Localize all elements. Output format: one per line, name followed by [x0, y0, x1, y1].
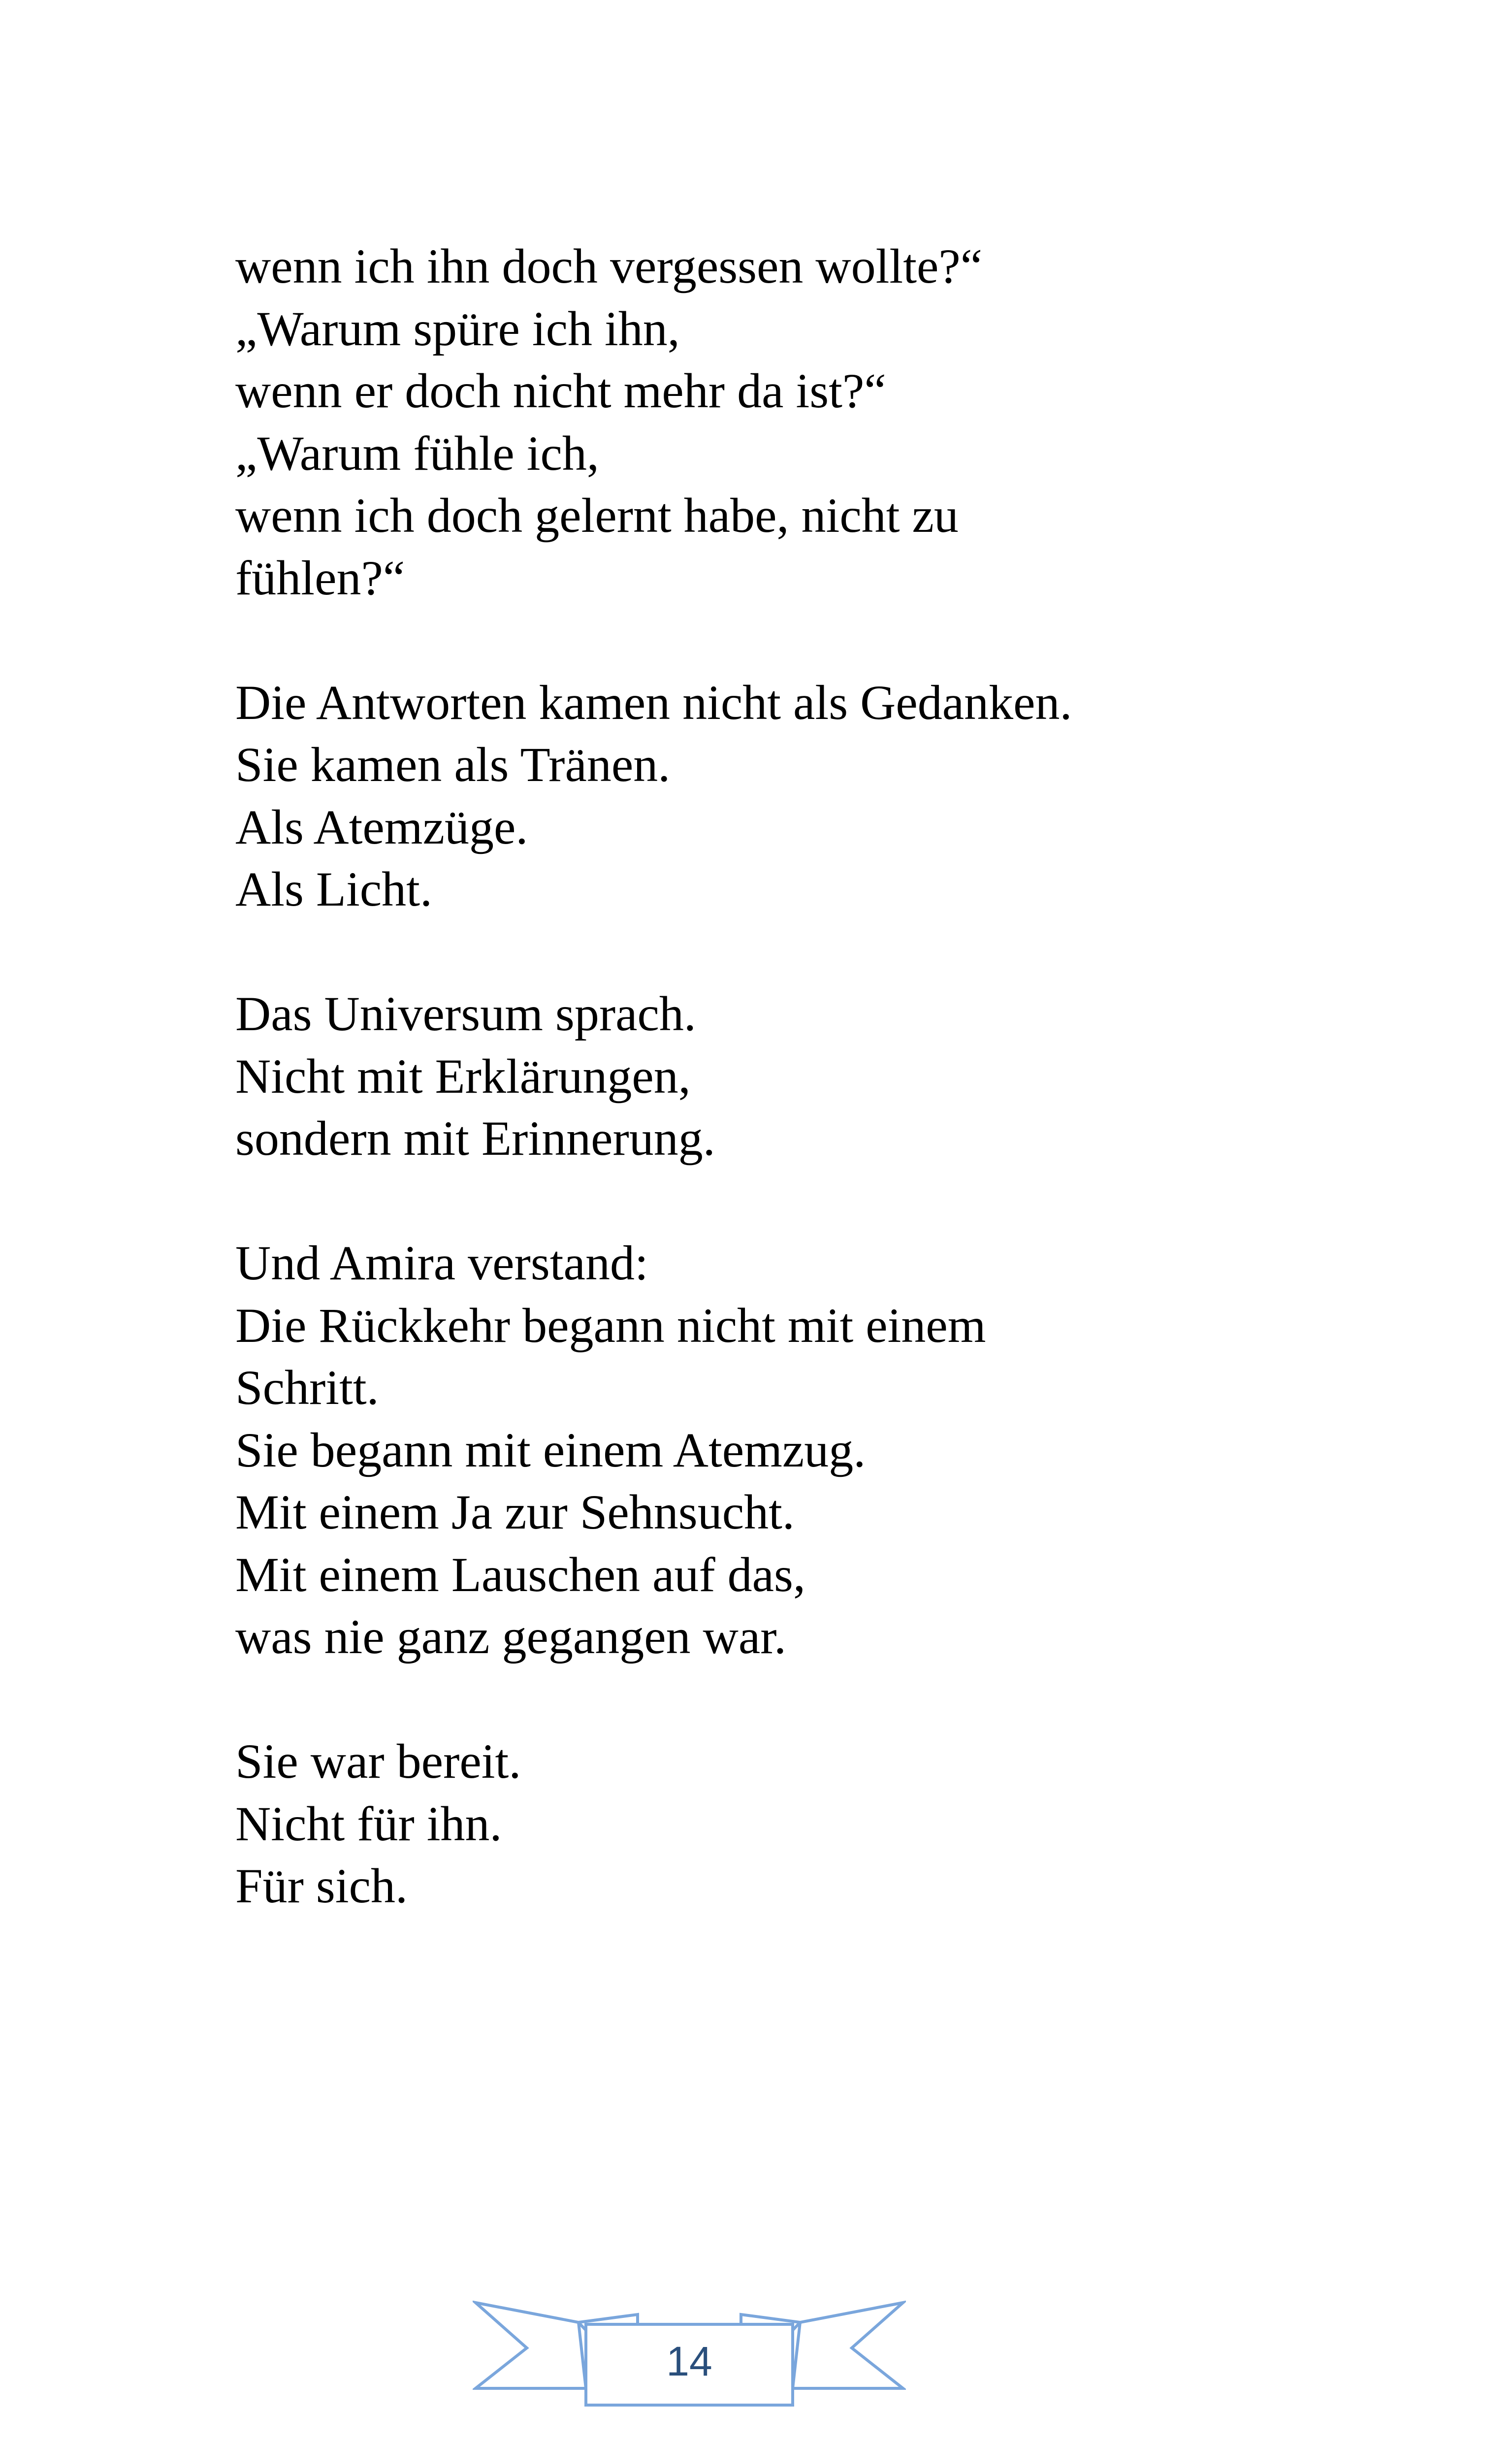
ribbon-left-tail — [476, 2303, 586, 2388]
text-line: Sie war bereit. — [235, 1734, 521, 1789]
text-line: „Warum spüre ich ihn, — [235, 301, 680, 356]
text-line: fühlen?“ — [235, 550, 405, 605]
stanza-5 — [235, 1730, 1368, 1918]
stanza-1 — [235, 235, 1368, 609]
text-line: wenn ich doch gelernt habe, nicht zu — [235, 488, 959, 543]
text-line: Mit einem Ja zur Sehnsucht. — [235, 1485, 795, 1539]
stanza-3 — [235, 983, 1368, 1170]
text-line: Schritt. — [235, 1360, 379, 1415]
text-line: Nicht mit Erklärungen, — [235, 1048, 691, 1104]
text-line: „Warum fühle ich, — [235, 425, 599, 481]
text-line: Als Licht. — [235, 862, 432, 916]
text-line: Die Rückkehr begann nicht mit einem — [235, 1298, 986, 1353]
text-line: Sie begann mit einem Atemzug. — [235, 1422, 866, 1477]
text-line: wenn ich ihn doch vergessen wollte?“ — [235, 239, 983, 293]
text-line: sondern mit Erinnerung. — [235, 1111, 715, 1166]
poem-text — [235, 235, 1368, 1980]
stanza-4 — [235, 1232, 1368, 1668]
stanza-2 — [235, 672, 1368, 921]
text-line: Das Universum sprach. — [235, 986, 696, 1041]
text-line: Als Atemzüge. — [235, 799, 528, 854]
text-line: Sie kamen als Tränen. — [235, 737, 671, 792]
page-number: 14 — [666, 2338, 712, 2384]
text-line: was nie ganz gegangen war. — [235, 1609, 786, 1664]
text-line: Nicht für ihn. — [235, 1796, 502, 1851]
text-line: Für sich. — [235, 1858, 408, 1913]
text-line: Die Antworten kamen nicht als Gedanken. — [235, 675, 1072, 730]
text-line: wenn er doch nicht mehr da ist?“ — [235, 363, 886, 418]
text-line: Und Amira verstand: — [235, 1236, 648, 1290]
ribbon-right-tail — [793, 2303, 903, 2388]
text-line: Mit einem Lauschen auf das, — [235, 1547, 805, 1602]
